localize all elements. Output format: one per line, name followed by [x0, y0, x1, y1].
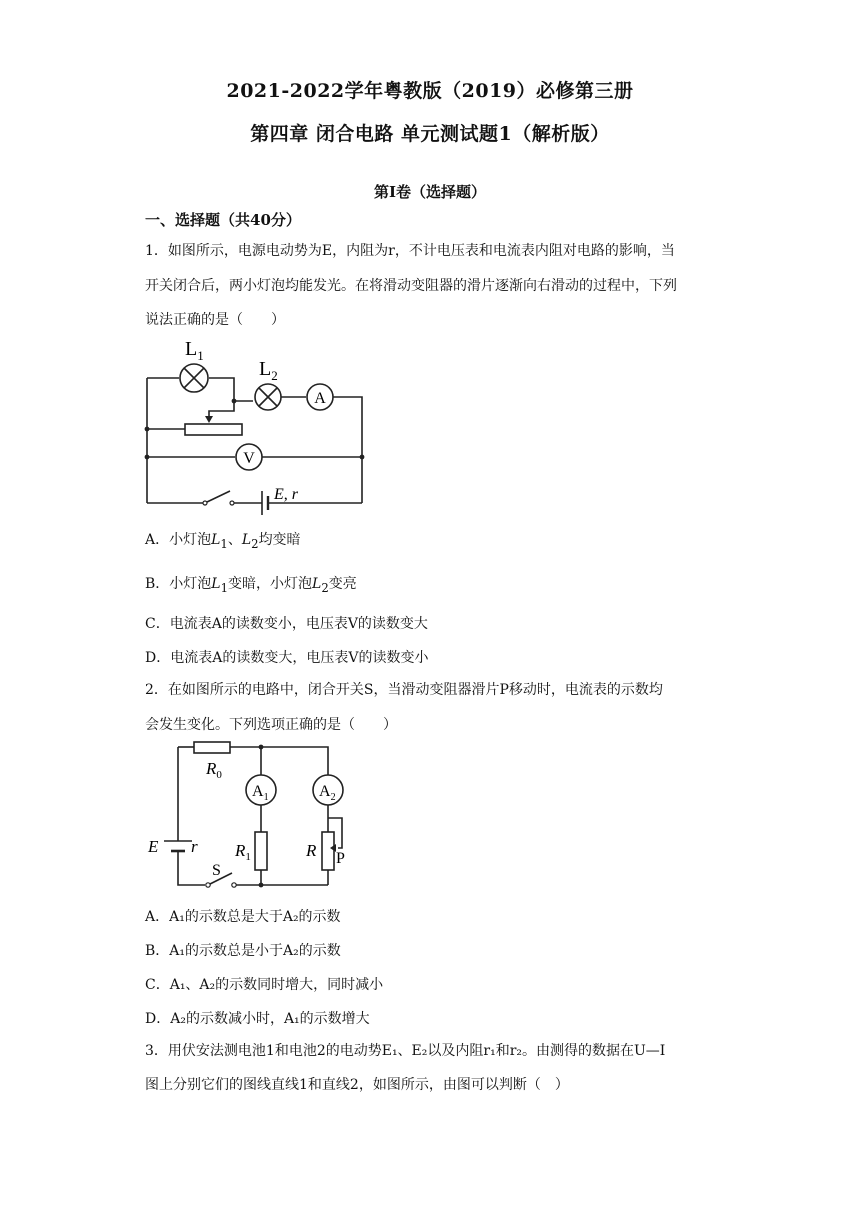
q1-rheostat	[185, 424, 242, 435]
q2-option-d[interactable]: D．A₂的示数减小时，A₁的示数增大	[145, 1011, 370, 1027]
q1-line-1: 1．如图所示，电源电动势为E，内阻为r，不计电压表和电流表内阻对电路的影响，当	[145, 243, 675, 259]
q1-label-L1: $L_1$	[185, 338, 204, 363]
q2-option-a[interactable]: A．A₁的示数总是大于A₂的示数	[145, 909, 341, 925]
q1-option-a[interactable]: A．小灯泡$L_1$、$L_2$均变暗	[145, 532, 301, 551]
q2-option-c[interactable]: C．A₁、A₂的示数同时增大，同时减小	[145, 977, 384, 993]
q2-circuit-diagram	[140, 735, 370, 895]
q1-option-d[interactable]: D．电流表A的读数变大，电压表V的读数变小	[145, 650, 429, 666]
q2-label-S: S	[212, 862, 221, 879]
q2-label-E: E	[148, 837, 159, 856]
q2-label-R1: $R_1$	[235, 841, 251, 863]
document-title-line2: 第四章 闭合电路 单元测试题1（解析版）	[250, 123, 610, 145]
q2-rheostat-R	[322, 832, 334, 870]
q2-line-2: 会发生变化。下列选项正确的是（ ）	[145, 717, 397, 733]
document-title-line1: 2021-2022学年粤教版（2019）必修第三册	[226, 80, 634, 102]
q2-resistor-R0	[194, 742, 230, 753]
q3-line-1: 3．用伏安法测电池1和电池2的电动势E₁、E₂以及内阻r₁和r₂。由测得的数据在U—I	[145, 1043, 666, 1059]
q1-line-3: 说法正确的是（ ）	[145, 312, 285, 328]
q2-label-P: P	[336, 850, 345, 867]
q1-voltmeter-label: V	[243, 450, 255, 467]
q2-option-b[interactable]: B．A₁的示数总是小于A₂的示数	[145, 943, 341, 959]
q3-line-2: 图上分别它们的图线直线1和直线2，如图所示，由图可以判断（ ）	[145, 1077, 569, 1093]
q2-label-A1: $A_1$	[252, 783, 269, 803]
q1-source-label: E, r	[274, 486, 298, 503]
part-heading: 一、选择题（共40分）	[145, 211, 301, 229]
q1-line-2: 开关闭合后，两小灯泡均能发光。在将滑动变阻器的滑片逐渐向右滑动的过程中，下列	[145, 278, 677, 294]
q2-resistor-R1	[255, 832, 267, 870]
q2-label-R0: $R_0$	[206, 759, 222, 781]
q2-label-r: r	[191, 837, 198, 856]
q1-label-L2: $L_2$	[259, 358, 278, 383]
q1-option-c[interactable]: C．电流表A的读数变小，电压表V的读数变大	[145, 616, 428, 632]
q1-ammeter-label: A	[314, 390, 326, 407]
volume-heading: 第I卷（选择题）	[373, 183, 487, 201]
q2-line-1: 2．在如图所示的电路中，闭合开关S，当滑动变阻器滑片P移动时，电流表的示数均	[145, 682, 663, 698]
q1-circuit-diagram	[140, 335, 380, 520]
q1-switch	[207, 491, 230, 502]
q2-label-A2: $A_2$	[319, 783, 336, 803]
q1-option-b[interactable]: B．小灯泡$L_1$变暗，小灯泡$L_2$变亮	[145, 576, 357, 595]
q2-label-R: R	[306, 841, 317, 860]
